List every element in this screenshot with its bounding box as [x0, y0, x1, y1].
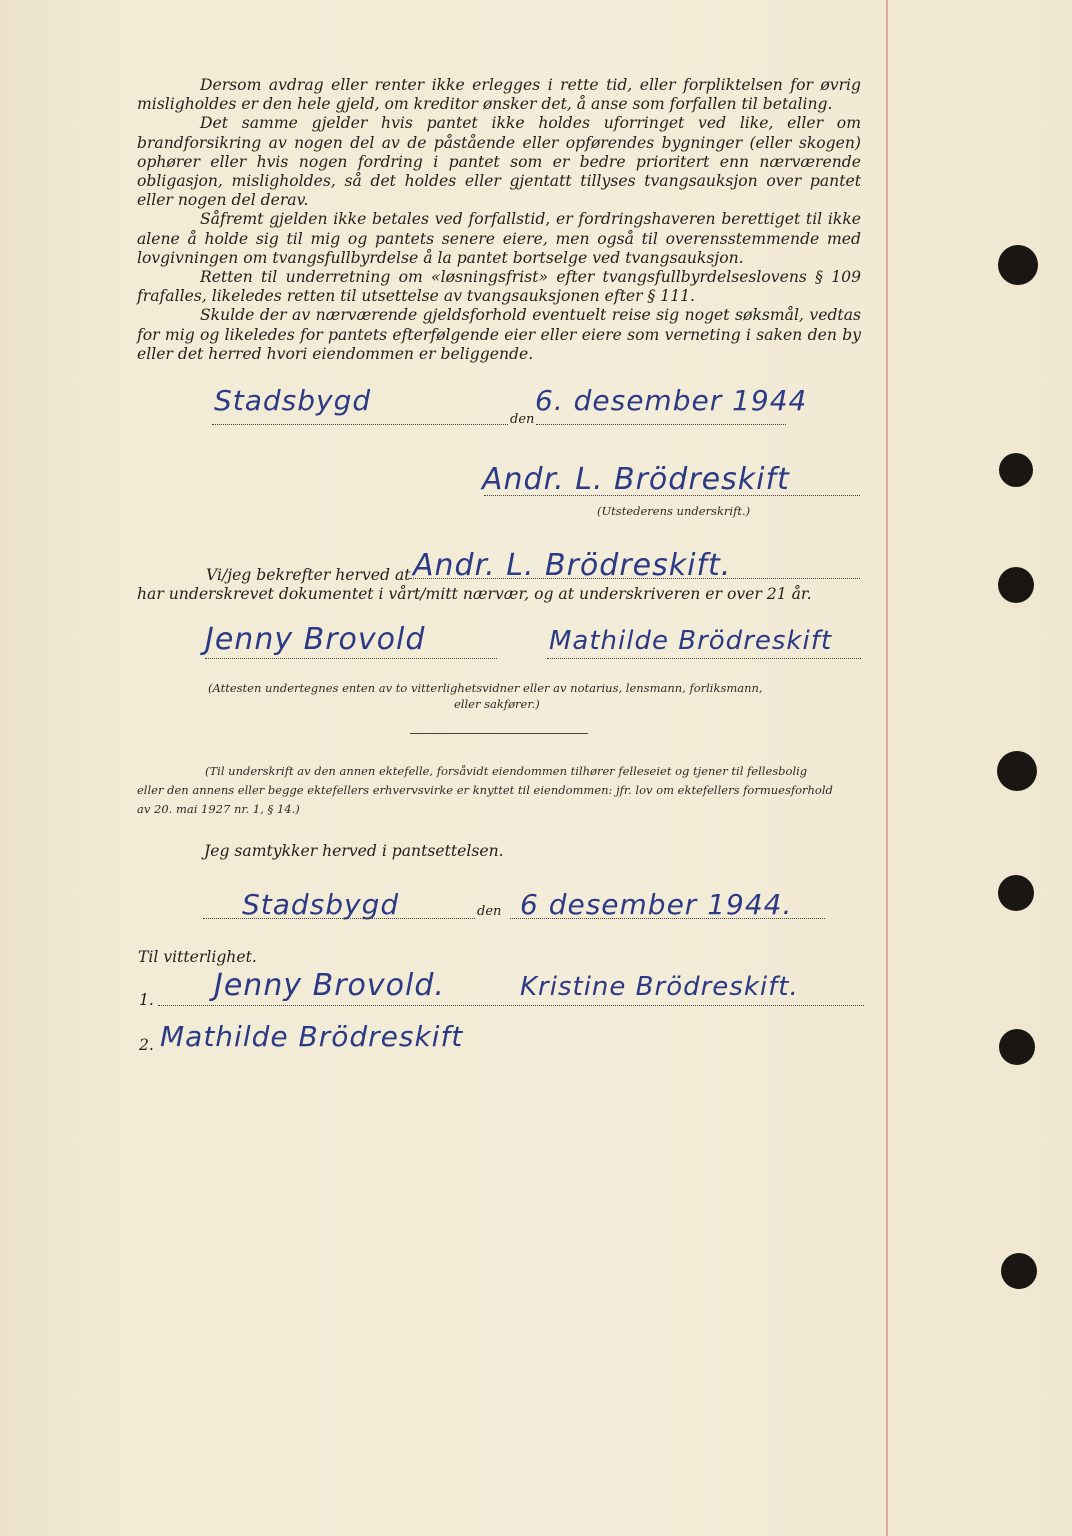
punch-hole: [997, 751, 1037, 791]
spouse-note-line1: (Til underskrift av den annen ektefelle, forsåvidt eiendommen tilhører felleseiet og tjener til fellesbolig: [205, 764, 808, 778]
terms-paragraphs: [137, 76, 861, 364]
punch-hole: [999, 1029, 1035, 1065]
terms-paragraph: Retten til underretning om «løsningsfrist» efter tvangsfullbyrdelseslovens § 109 frafalles, likeledes retten til utsettelse av tvangsauksjonen efter § 111.: [137, 268, 861, 306]
den-label: den: [510, 412, 535, 427]
punch-hole: [998, 875, 1034, 911]
issuer-caption: (Utstederens underskrift.): [597, 504, 751, 518]
attest-note-line2: eller sakfører.): [454, 697, 540, 711]
margin-rule: [886, 0, 888, 1536]
confirm-name-line: [410, 578, 860, 579]
date-handwritten: 6. desember 1944: [535, 384, 808, 417]
punch-hole: [998, 245, 1038, 285]
date-line: [536, 424, 786, 425]
confirmed-name-handwritten: Andr. L. Brödreskift.: [413, 548, 732, 583]
spouse-note-line3: av 20. mai 1927 nr. 1, § 14.): [137, 802, 300, 816]
witness-signature-left: Jenny Brovold: [205, 622, 426, 657]
issuer-signature-line: [484, 495, 860, 496]
witness1-signature-a: Jenny Brovold.: [214, 968, 445, 1003]
terms-paragraph: Skulde der av nærværende gjeldsforhold eventuelt reise sig noget søksmål, vedtas for mig og likeledes for pantets efterfølgende eier eller eiere som verneting i saken den by eller det herred hvori eiendommen er beliggende.: [137, 306, 861, 363]
confirm-line2: har underskrevet dokumentet i vårt/mitt nærvær, og at underskriveren er over 21 år.: [137, 585, 812, 603]
attest-note-line1: (Attesten undertegnes enten av to vitterlighetsvidner eller av notarius, lensmann, forliksmann,: [208, 681, 763, 695]
terms-paragraph: Såfremt gjelden ikke betales ved forfallstid, er fordringshaveren berettiget til ikke alene å holde sig til mig og pantets senere eiere, men også til overensstemmende med lovgivningen om tvangsfullbyrdelse å la pantet bortselge ved tvangsauksjon.: [137, 210, 861, 267]
witness1-signature-b: Kristine Brödreskift.: [520, 972, 799, 1002]
den2-label: den: [477, 904, 502, 919]
witness-number-2: 2.: [139, 1036, 154, 1054]
confirm-prefix: Vi/jeg bekrefter herved at: [206, 566, 411, 584]
place2-line: [203, 918, 475, 919]
punch-hole: [999, 453, 1033, 487]
date2-line: [510, 918, 825, 919]
terms-paragraph: Det samme gjelder hvis pantet ikke holdes uforringet ved like, eller om brandforsikring av nogen del av de påstående eller opførendes bygninger (eller skogen) ophører eller hvis nogen fordring i pantet som er bedre prioritert enn nærværende obligasjon, misligholdes, så det holdes eller gjentatt tillyses tvangsauksjon over pantet eller nogen del derav.: [137, 114, 861, 210]
terms-paragraph: Dersom avdrag eller renter ikke erlegges i rette tid, eller forpliktelsen for øvrig misligholdes er den hele gjeld, om kreditor ønsker det, å anse som forfallen til betaling.: [137, 76, 861, 114]
witness1-line: [158, 1005, 864, 1006]
issuer-signature: Andr. L. Brödreskift: [482, 462, 790, 497]
date2-handwritten: 6 desember 1944.: [520, 888, 793, 921]
witness-number-1: 1.: [139, 991, 154, 1009]
place-handwritten: Stadsbygd: [214, 384, 372, 417]
punch-hole: [1001, 1253, 1037, 1289]
witness-signature-right: Mathilde Brödreskift: [549, 626, 833, 656]
consent-text: Jeg samtykker herved i pantsettelsen.: [204, 842, 504, 860]
witness-line-left: [205, 658, 497, 659]
place2-handwritten: Stadsbygd: [242, 888, 400, 921]
vitterlighet-heading: Til vitterlighet.: [138, 948, 257, 966]
punch-hole: [998, 567, 1034, 603]
spouse-note-line2: eller den annens eller begge ektefellers erhvervsvirke er knyttet til eiendommen: jfr. lov om ektefellers formuesforhold: [137, 783, 833, 797]
place-line: [212, 424, 508, 425]
witness-line-right: [547, 658, 861, 659]
section-divider: [410, 733, 588, 734]
witness2-signature: Mathilde Brödreskift: [160, 1020, 464, 1053]
